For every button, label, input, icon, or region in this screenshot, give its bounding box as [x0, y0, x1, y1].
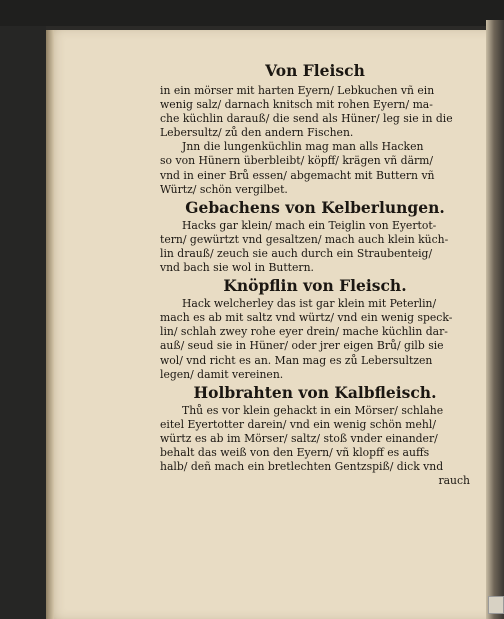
text-line: behalt das weiß von den Eyern/ vñ klopff es auffs — [160, 445, 430, 459]
text-line: Hack welcherley das ist gar klein mit Peterlin/ — [182, 297, 437, 311]
text-line: wenig salz/ darnach knitsch mit rohen Eyern/ ma- — [160, 98, 433, 112]
catchword: rauch — [438, 474, 470, 488]
text-line: tern/ gewürtzt vnd gesaltzen/ mach auch klein küch- — [160, 232, 449, 246]
text-line: lin/ schlah zwey rohe eyer drein/ mache küchlin dar- — [160, 325, 448, 339]
scan-background-left — [0, 26, 46, 619]
book-binding-edge — [486, 20, 504, 619]
page-text — [160, 62, 470, 488]
heading-holbrahten-kalbfleisch: Holbrahten von Kalbfleisch. — [193, 382, 437, 402]
text-line: lin drauß/ zeuch sie auch durch ein Straubenteig/ — [160, 246, 433, 260]
scan-background-top — [0, 0, 504, 26]
text-line: Würtz/ schön vergilbet. — [160, 182, 288, 196]
text-line: Thů es vor klein gehackt in ein Mörser/ schlahe — [182, 403, 444, 417]
text-line: wol/ vnd richt es an. Man mag es zů Lebersultzen — [160, 353, 433, 367]
heading-von-fleisch: Von Fleisch — [265, 61, 365, 80]
text-line: Jnn die lungenküchlin mag man alls Hacken — [182, 140, 424, 154]
text-line: mach es ab mit saltz vnd würtz/ vnd ein wenig speck- — [160, 311, 453, 325]
text-line: in ein mörser mit harten Eyern/ Lebkuchen vñ ein — [160, 84, 435, 97]
text-line: vnd bach sie wol in Buttern. — [160, 261, 314, 275]
paragraph-2 — [160, 219, 470, 275]
text-line: würtz es ab im Mörser/ saltz/ stoß vnder einander/ — [160, 431, 438, 445]
text-line: Lebersultz/ zů den andern Fischen. — [160, 126, 354, 140]
heading-knoepflin-fleisch: Knöpflin von Fleisch. — [223, 276, 407, 296]
text-line: so von Hünern überbleibt/ köpff/ krägen vñ därm/ — [160, 154, 434, 168]
paragraph-1 — [160, 84, 470, 197]
bookmark-tab — [488, 596, 504, 614]
text-line: eitel Eyertotter darein/ vnd ein wenig schön mehl/ — [160, 417, 436, 431]
paragraph-3 — [160, 297, 470, 382]
text-line: vnd in einer Brů essen/ abgemacht mit Buttern vñ — [160, 168, 435, 182]
paragraph-4 — [160, 404, 470, 489]
text-line: che küchlin darauß/ die send als Hüner/ leg sie in die — [160, 112, 453, 126]
page-gutter-shadow — [46, 30, 54, 619]
text-line: auß/ seud sie in Hüner/ oder jrer eigen Brů/ gilb sie — [160, 339, 444, 353]
text-line: halb/ deñ mach ein bretlechten Gentzspiß/ dick vnd — [160, 460, 444, 474]
heading-gebachens-kelberlungen: Gebachens von Kelberlungen. — [185, 197, 445, 217]
text-line: legen/ damit vereinen. — [160, 367, 284, 381]
text-line: Hacks gar klein/ mach ein Teiglin von Eyertot- — [182, 218, 437, 232]
